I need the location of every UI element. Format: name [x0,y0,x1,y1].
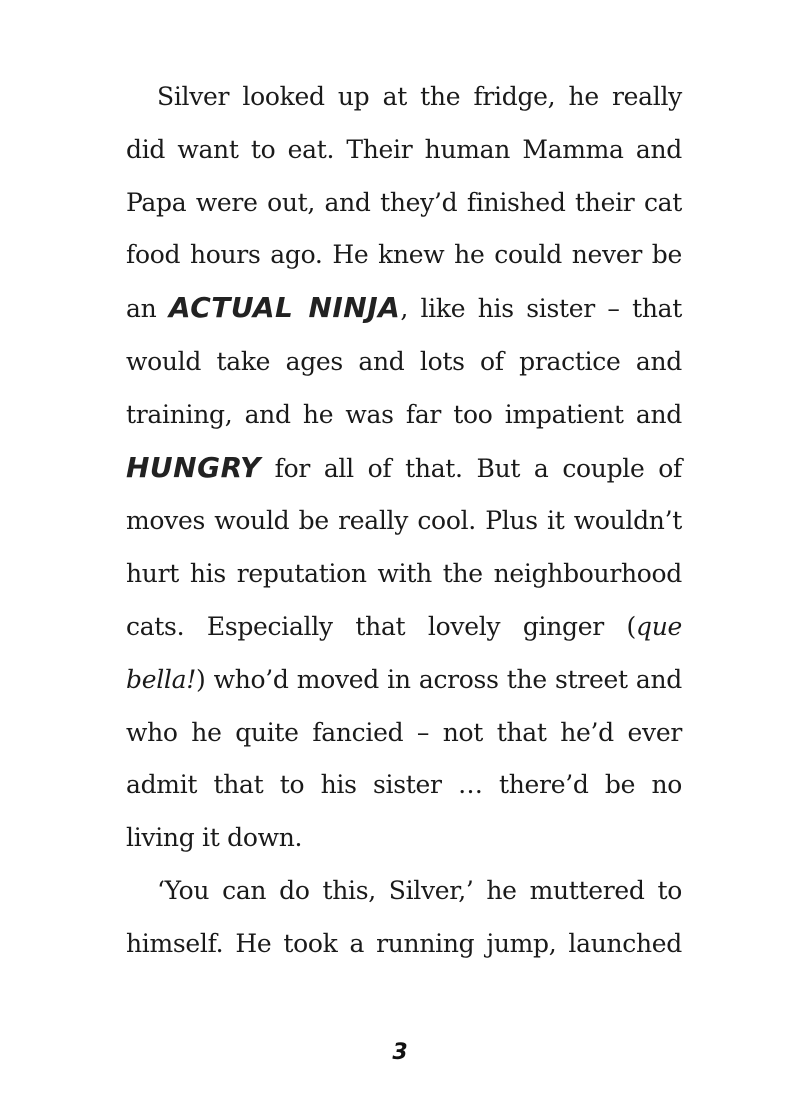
page-number: 3 [392,1040,408,1065]
paragraph-2 [126,865,682,971]
paragraph-1 [126,71,682,865]
text-segment: for all of that. But a couple of moves would be really cool. Plus it wouldn’t hurt his reputation with the neighbourhood cats. Especially that lovely ginger ( [126,453,682,641]
text-segment: Silver looked up at the fridge, he really did want to eat. Their human Mamma and Papa were out, and they’d finished their cat food hours ago. He knew he could never be an [126,82,682,324]
emphasis-hungry: HUNGRY [126,450,261,484]
text-segment: , like his sister – that would take ages and lots of practice and training, and he was far too impatient and [126,294,682,429]
text-segment: ‘You can do this, Silver,’ he muttered to himself. He took a running jump, launched [126,875,682,958]
emphasis-actual-ninja: ACTUAL NINJA [168,291,401,325]
text-segment: ) who’d moved in across the street and who he quite fancied – not that he’d ever admit that to his sister … there’d be no living it down. [126,664,682,853]
page-body [126,71,682,971]
italic-que-bella: que bella! [126,611,682,694]
